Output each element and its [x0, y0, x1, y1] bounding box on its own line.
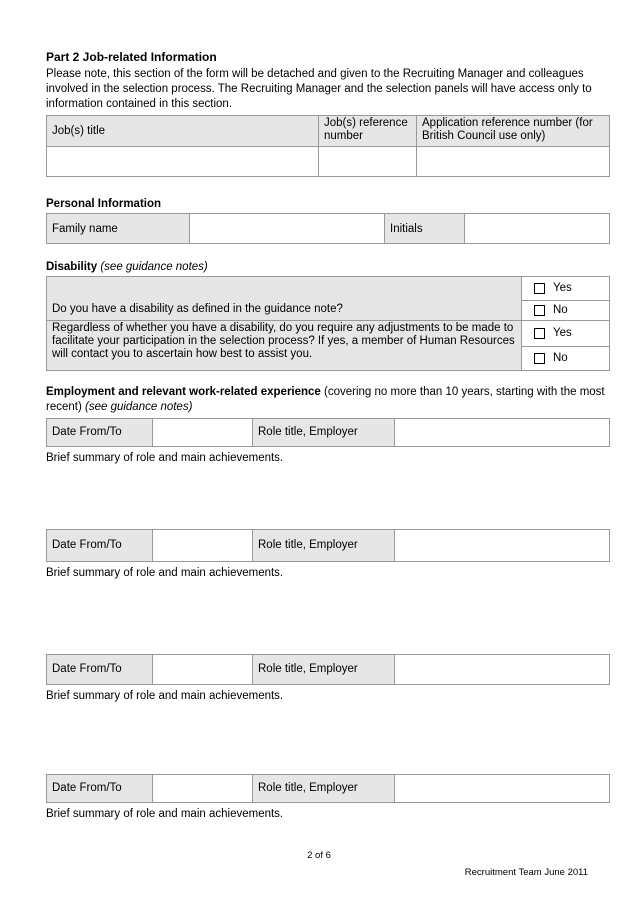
initials-label: Initials: [385, 214, 465, 244]
brief-label-4: Brief summary of role and main achievements.: [46, 807, 284, 820]
role-label-3: Role title, Employer: [253, 654, 395, 684]
employment-title: Employment and relevant work-related experience: [46, 385, 321, 398]
disability-title-note: (see guidance notes): [100, 261, 208, 274]
brief-summary-3[interactable]: [46, 685, 609, 774]
brief-label-1: Brief summary of role and main achievements.: [46, 451, 284, 464]
employment-entry-4: [46, 774, 610, 803]
disability-q2: Regardless of whether you have a disability, do you require any adjustments to be made to facilitate your participation in the selection process? If yes, a member of Human Resources will contact you to ascertain how best to assist you.: [47, 320, 522, 370]
brief-label-2: Brief summary of role and main achievements.: [46, 566, 284, 579]
part2-note: Please note, this section of the form will be detached and given to the Recruiting Manager and colleagues involved in the selection process. The Recruiting Manager and the selection panels will have access only to information contained in this section.: [46, 68, 592, 110]
job-ref-field[interactable]: [319, 147, 417, 177]
q1-no-checkbox[interactable]: [534, 305, 545, 316]
job-title-label: Job(s) title: [47, 116, 319, 147]
q1-yes-label: Yes: [553, 282, 572, 295]
initials-field[interactable]: [465, 214, 610, 244]
brief-summary-4[interactable]: [46, 803, 609, 827]
q1-yes-checkbox[interactable]: [534, 283, 545, 294]
date-label-1: Date From/To: [47, 418, 153, 446]
q2-no-checkbox[interactable]: [534, 353, 545, 364]
part2-title: Part 2 Job-related Information: [46, 50, 217, 64]
disability-q1: Do you have a disability as defined in the guidance note?: [47, 276, 522, 320]
family-name-label: Family name: [47, 214, 190, 244]
employment-title-note: (see guidance notes): [85, 400, 193, 413]
date-label-2: Date From/To: [47, 529, 153, 561]
role-field-4[interactable]: [395, 774, 610, 802]
date-field-3[interactable]: [153, 654, 253, 684]
footer-team: Recruitment Team June 2011: [464, 867, 588, 878]
personal-title: Personal Information: [46, 198, 162, 210]
date-field-1[interactable]: [153, 418, 253, 446]
date-field-4[interactable]: [153, 774, 253, 802]
role-label-4: Role title, Employer: [253, 774, 395, 802]
form-page: [46, 50, 609, 827]
disability-heading: [46, 260, 609, 274]
q1-no-label: No: [553, 304, 568, 317]
date-label-4: Date From/To: [47, 774, 153, 802]
page-number: 2 of 6: [307, 850, 331, 861]
role-label-2: Role title, Employer: [253, 529, 395, 561]
q2-yes-label: Yes: [553, 327, 572, 340]
app-ref-label: Application reference number (for British Council use only): [417, 116, 610, 147]
employment-title-rest: (covering no more than 10 years, starting with the most recent): [46, 385, 605, 413]
role-field-1[interactable]: [395, 418, 610, 446]
date-label-3: Date From/To: [47, 654, 153, 684]
job-ref-label: Job(s) reference number: [319, 116, 417, 147]
family-name-field[interactable]: [190, 214, 385, 244]
role-label-1: Role title, Employer: [253, 418, 395, 446]
personal-table: [46, 213, 610, 244]
disability-title: Disability: [46, 261, 98, 274]
employment-entry-2: [46, 529, 610, 562]
employment-entry-3: [46, 654, 610, 685]
q2-no-label: No: [553, 352, 568, 365]
job-title-field[interactable]: [47, 147, 319, 177]
role-field-3[interactable]: [395, 654, 610, 684]
role-field-2[interactable]: [395, 529, 610, 561]
employment-heading: [46, 385, 609, 415]
disability-table: [46, 276, 610, 371]
job-table: [46, 115, 610, 177]
employment-entry-1: [46, 418, 610, 447]
brief-label-3: Brief summary of role and main achievements.: [46, 689, 284, 702]
date-field-2[interactable]: [153, 529, 253, 561]
brief-summary-2[interactable]: [46, 562, 609, 654]
brief-summary-1[interactable]: [46, 447, 609, 529]
q2-yes-checkbox[interactable]: [534, 328, 545, 339]
app-ref-field[interactable]: [417, 147, 610, 177]
